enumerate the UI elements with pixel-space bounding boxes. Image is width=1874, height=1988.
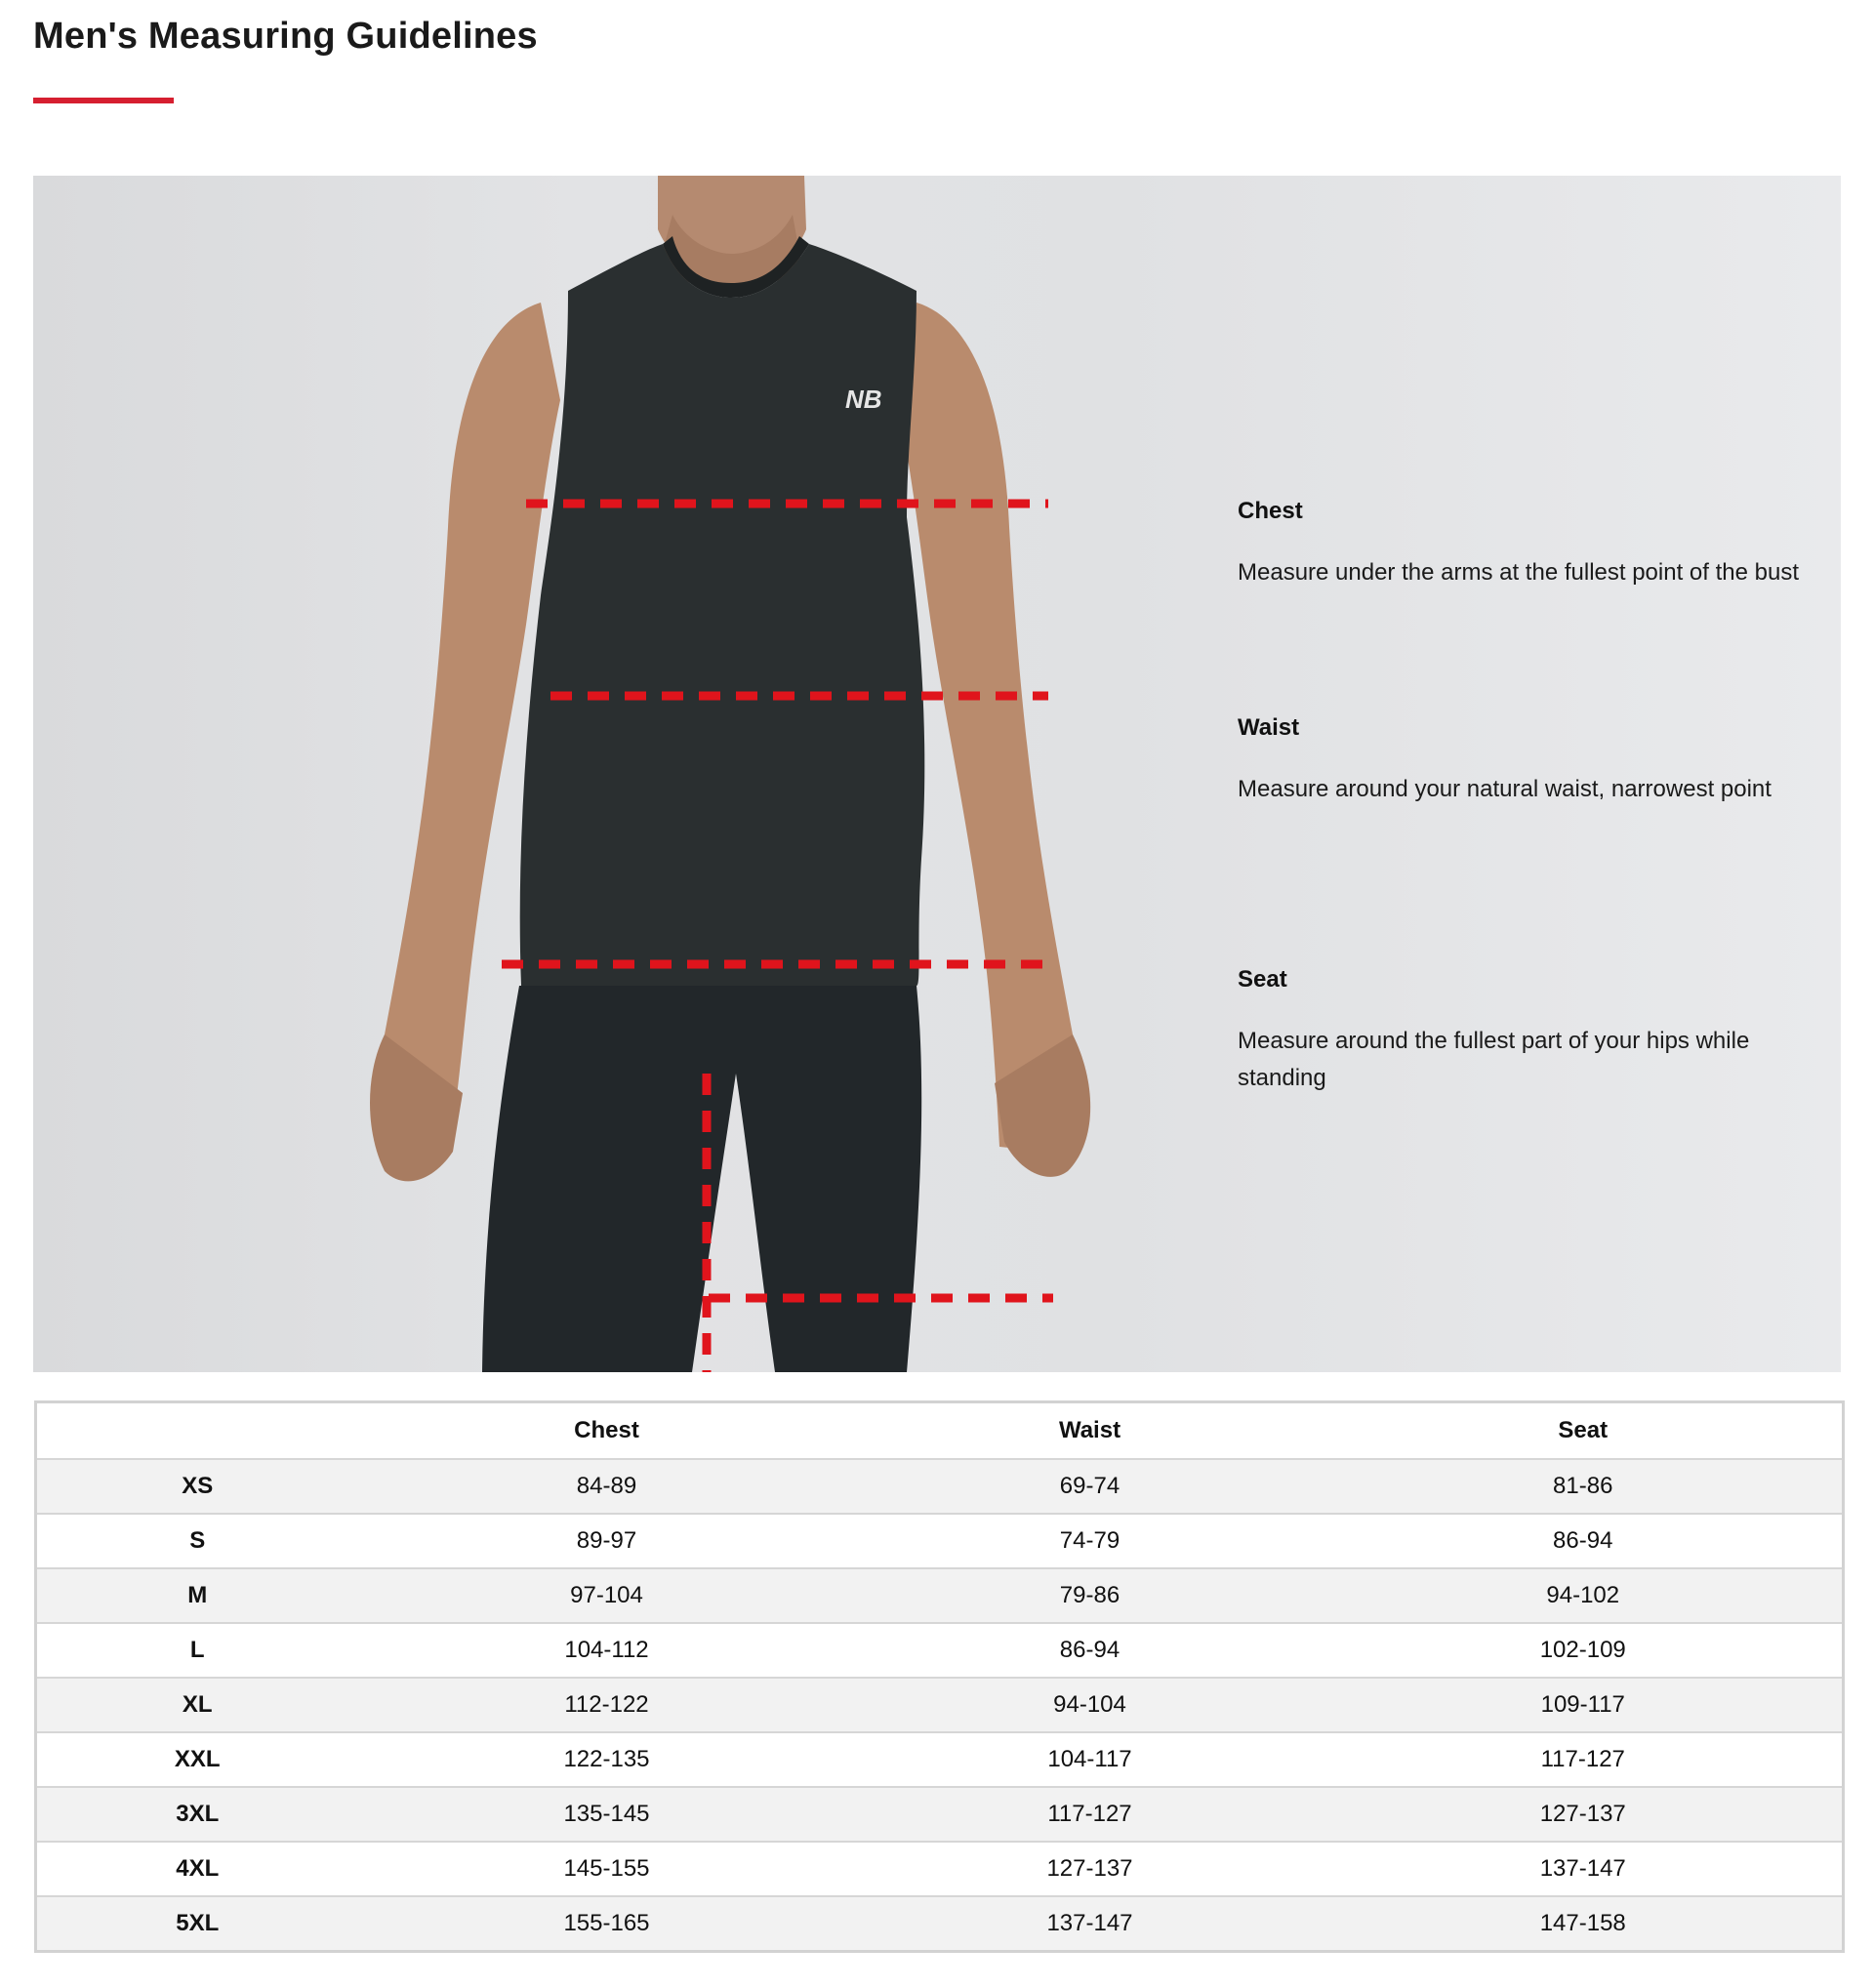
table-row	[36, 1568, 1844, 1623]
chest-value: 104-112	[358, 1623, 856, 1678]
svg-text:NB: NB	[845, 385, 882, 414]
table-row	[36, 1623, 1844, 1678]
chest-value: 84-89	[358, 1459, 856, 1514]
waist-value: 137-147	[856, 1896, 1324, 1952]
size-label: 4XL	[36, 1842, 358, 1896]
size-label: XL	[36, 1678, 358, 1732]
chest-value: 122-135	[358, 1732, 856, 1787]
table-row	[36, 1842, 1844, 1896]
table-row	[36, 1514, 1844, 1568]
seat-guide-heading: Seat	[1238, 966, 1287, 993]
chest-value: 89-97	[358, 1514, 856, 1568]
size-chart-table	[34, 1400, 1845, 1953]
chest-value: 97-104	[358, 1568, 856, 1623]
seat-value: 137-147	[1324, 1842, 1844, 1896]
waist-value: 94-104	[856, 1678, 1324, 1732]
size-label: L	[36, 1623, 358, 1678]
measurement-hero-image	[33, 176, 1841, 1372]
chest-guide-text: Measure under the arms at the fullest point of the bust	[1238, 559, 1799, 586]
seat-guide-text: Measure around the fullest part of your hips while standing	[1238, 1028, 1750, 1091]
table-row	[36, 1459, 1844, 1514]
seat-guide	[1238, 966, 1804, 1097]
waist-value: 69-74	[856, 1459, 1324, 1514]
size-label: 3XL	[36, 1787, 358, 1842]
chest-value: 112-122	[358, 1678, 856, 1732]
header-seat: Seat	[1324, 1402, 1844, 1460]
table-row	[36, 1678, 1844, 1732]
seat-value: 147-158	[1324, 1896, 1844, 1952]
header-size	[36, 1402, 358, 1460]
seat-value: 102-109	[1324, 1623, 1844, 1678]
title-underline	[33, 98, 174, 103]
seat-value: 81-86	[1324, 1459, 1844, 1514]
seat-value: 86-94	[1324, 1514, 1844, 1568]
waist-guide-text: Measure around your natural waist, narrowest point	[1238, 776, 1772, 802]
waist-value: 117-127	[856, 1787, 1324, 1842]
table-row	[36, 1787, 1844, 1842]
chest-value: 155-165	[358, 1896, 856, 1952]
chest-value: 135-145	[358, 1787, 856, 1842]
header-waist: Waist	[856, 1402, 1324, 1460]
waist-guide-heading: Waist	[1238, 714, 1300, 741]
table-header-row	[36, 1402, 1844, 1460]
waist-value: 104-117	[856, 1732, 1324, 1787]
table-row	[36, 1732, 1844, 1787]
seat-value: 117-127	[1324, 1732, 1844, 1787]
seat-value: 127-137	[1324, 1787, 1844, 1842]
waist-value: 127-137	[856, 1842, 1324, 1896]
table-row	[36, 1896, 1844, 1952]
size-label: XXL	[36, 1732, 358, 1787]
chest-value: 145-155	[358, 1842, 856, 1896]
waist-value: 79-86	[856, 1568, 1324, 1623]
header-chest: Chest	[358, 1402, 856, 1460]
size-label: 5XL	[36, 1896, 358, 1952]
size-label: M	[36, 1568, 358, 1623]
size-label: S	[36, 1514, 358, 1568]
waist-guide	[1238, 714, 1804, 808]
chest-guide	[1238, 498, 1804, 591]
chest-guide-heading: Chest	[1238, 498, 1303, 524]
waist-value: 86-94	[856, 1623, 1324, 1678]
page-title: Men's Measuring Guidelines	[33, 16, 538, 57]
seat-value: 94-102	[1324, 1568, 1844, 1623]
seat-value: 109-117	[1324, 1678, 1844, 1732]
waist-value: 74-79	[856, 1514, 1324, 1568]
size-label: XS	[36, 1459, 358, 1514]
